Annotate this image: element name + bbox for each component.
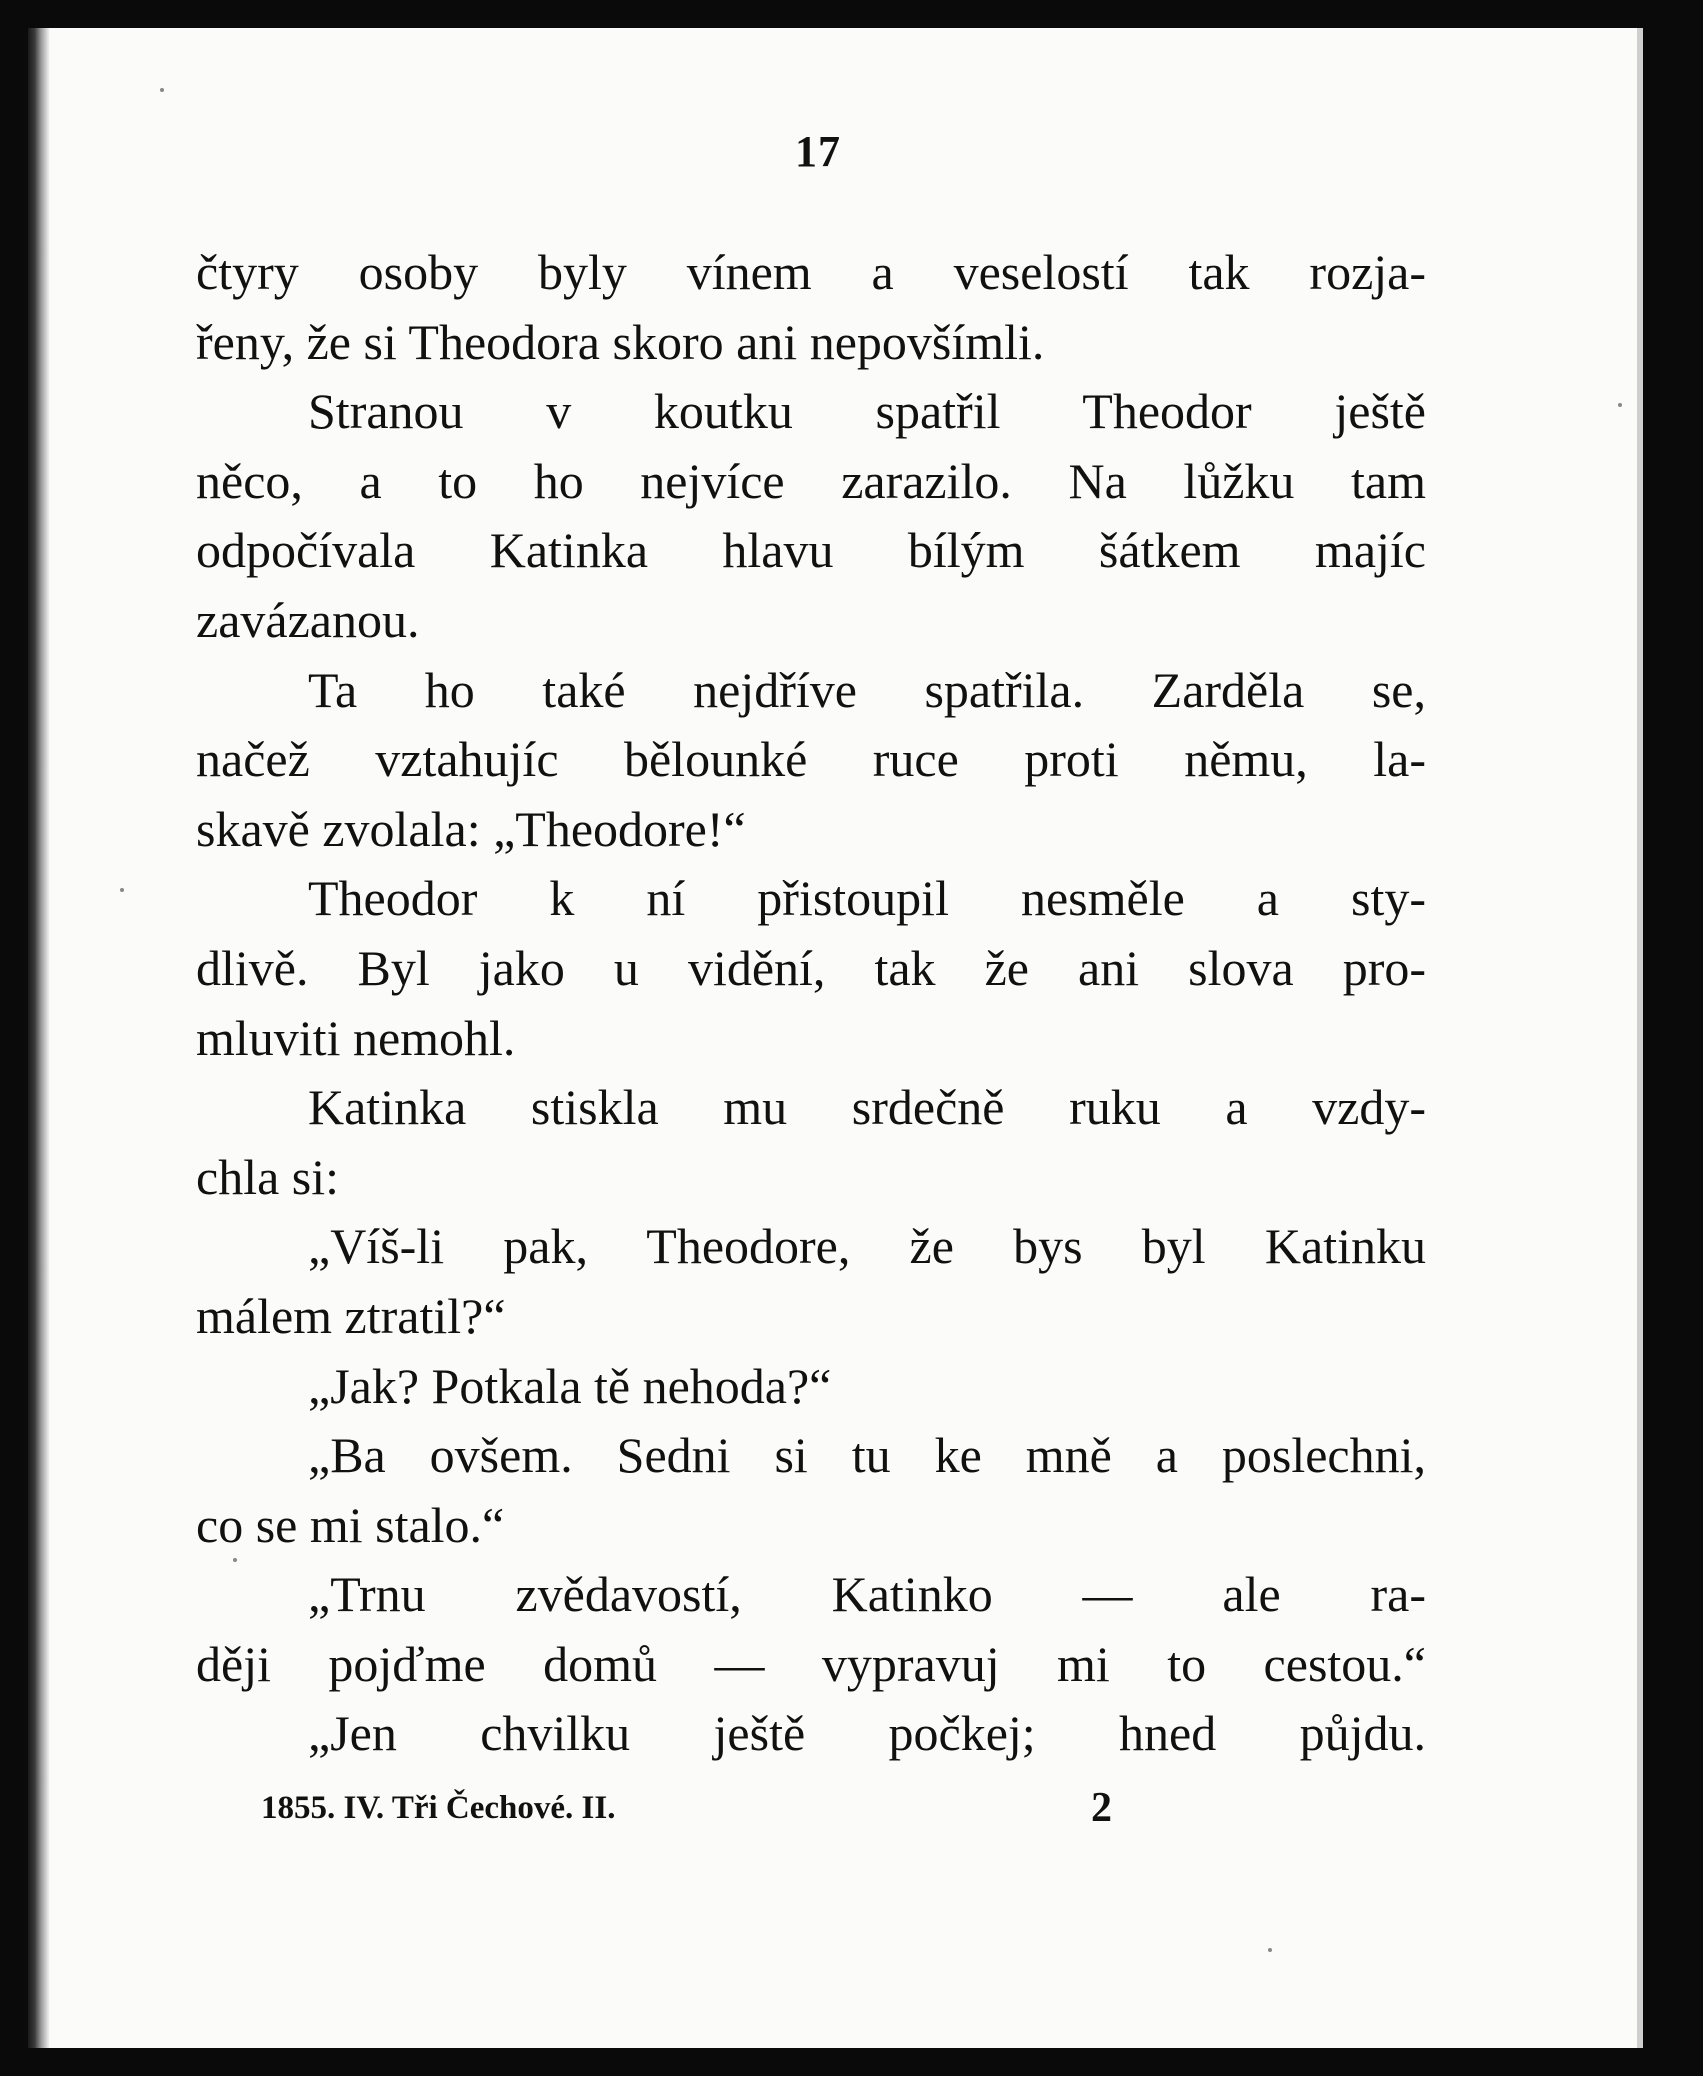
page-number: 17 <box>795 127 841 176</box>
text-line: „Víš-li pak, Theodore, že bys byl Katinku <box>308 1218 1426 1275</box>
text-line: ději pojďme domů — vypravuj mi to cestou.“ <box>196 1635 1426 1692</box>
text-line: „Jak? Potkala tě nehoda?“ <box>308 1357 832 1414</box>
text-line: „Jen chvilku ještě počkej; hned půjdu. <box>308 1705 1426 1762</box>
paper-speck <box>120 888 124 892</box>
text-line: odpočívala Katinka hlavu bílým šátkem majíc <box>196 522 1426 579</box>
text-line: Stranou v koutku spatřil Theodor ještě <box>308 383 1426 440</box>
page-right-edge <box>1637 28 1643 2048</box>
text-line: „Ba ovšem. Sedni si tu ke mně a poslechni, <box>308 1427 1426 1484</box>
text-line: „Trnu zvědavostí, Katinko — ale ra- <box>308 1566 1426 1623</box>
text-line: málem ztratil?“ <box>196 1287 506 1344</box>
text-line: čtyry osoby byly vínem a veselostí tak rozja- <box>196 244 1426 300</box>
text-line: něco, a to ho nejvíce zarazilo. Na lůžku tam <box>196 452 1426 509</box>
text-line: mluviti nemohl. <box>196 1009 516 1066</box>
binding-shadow <box>28 28 50 2048</box>
paper-speck <box>160 88 164 92</box>
text-line: zavázanou. <box>196 591 420 648</box>
sheet-signature: 1855. IV. Tři Čechové. II. <box>261 1790 616 1826</box>
text-line: chla si: <box>196 1148 340 1205</box>
sheet-number: 2 <box>1091 1785 1112 1831</box>
text-line: řeny, že si Theodora skoro ani nepovšímli. <box>196 313 1045 370</box>
book-page <box>28 28 1643 2048</box>
text-line: načež vztahujíc bělounké ruce proti němu, la- <box>196 731 1426 788</box>
text-line: skavě zvolala: „Theodore!“ <box>196 800 746 857</box>
text-line: co se mi stalo.“ <box>196 1496 505 1553</box>
paper-speck <box>1268 1948 1272 1952</box>
text-line: dlivě. Byl jako u vidění, tak že ani slova pro- <box>196 939 1426 996</box>
body-text <box>196 238 1426 1769</box>
text-line: Ta ho také nejdříve spatřila. Zarděla se, <box>308 661 1426 718</box>
text-line: Katinka stiskla mu srdečně ruku a vzdy- <box>308 1079 1426 1136</box>
paper-speck <box>1618 403 1622 407</box>
text-line: Theodor k ní přistoupil nesměle a sty- <box>308 870 1426 927</box>
